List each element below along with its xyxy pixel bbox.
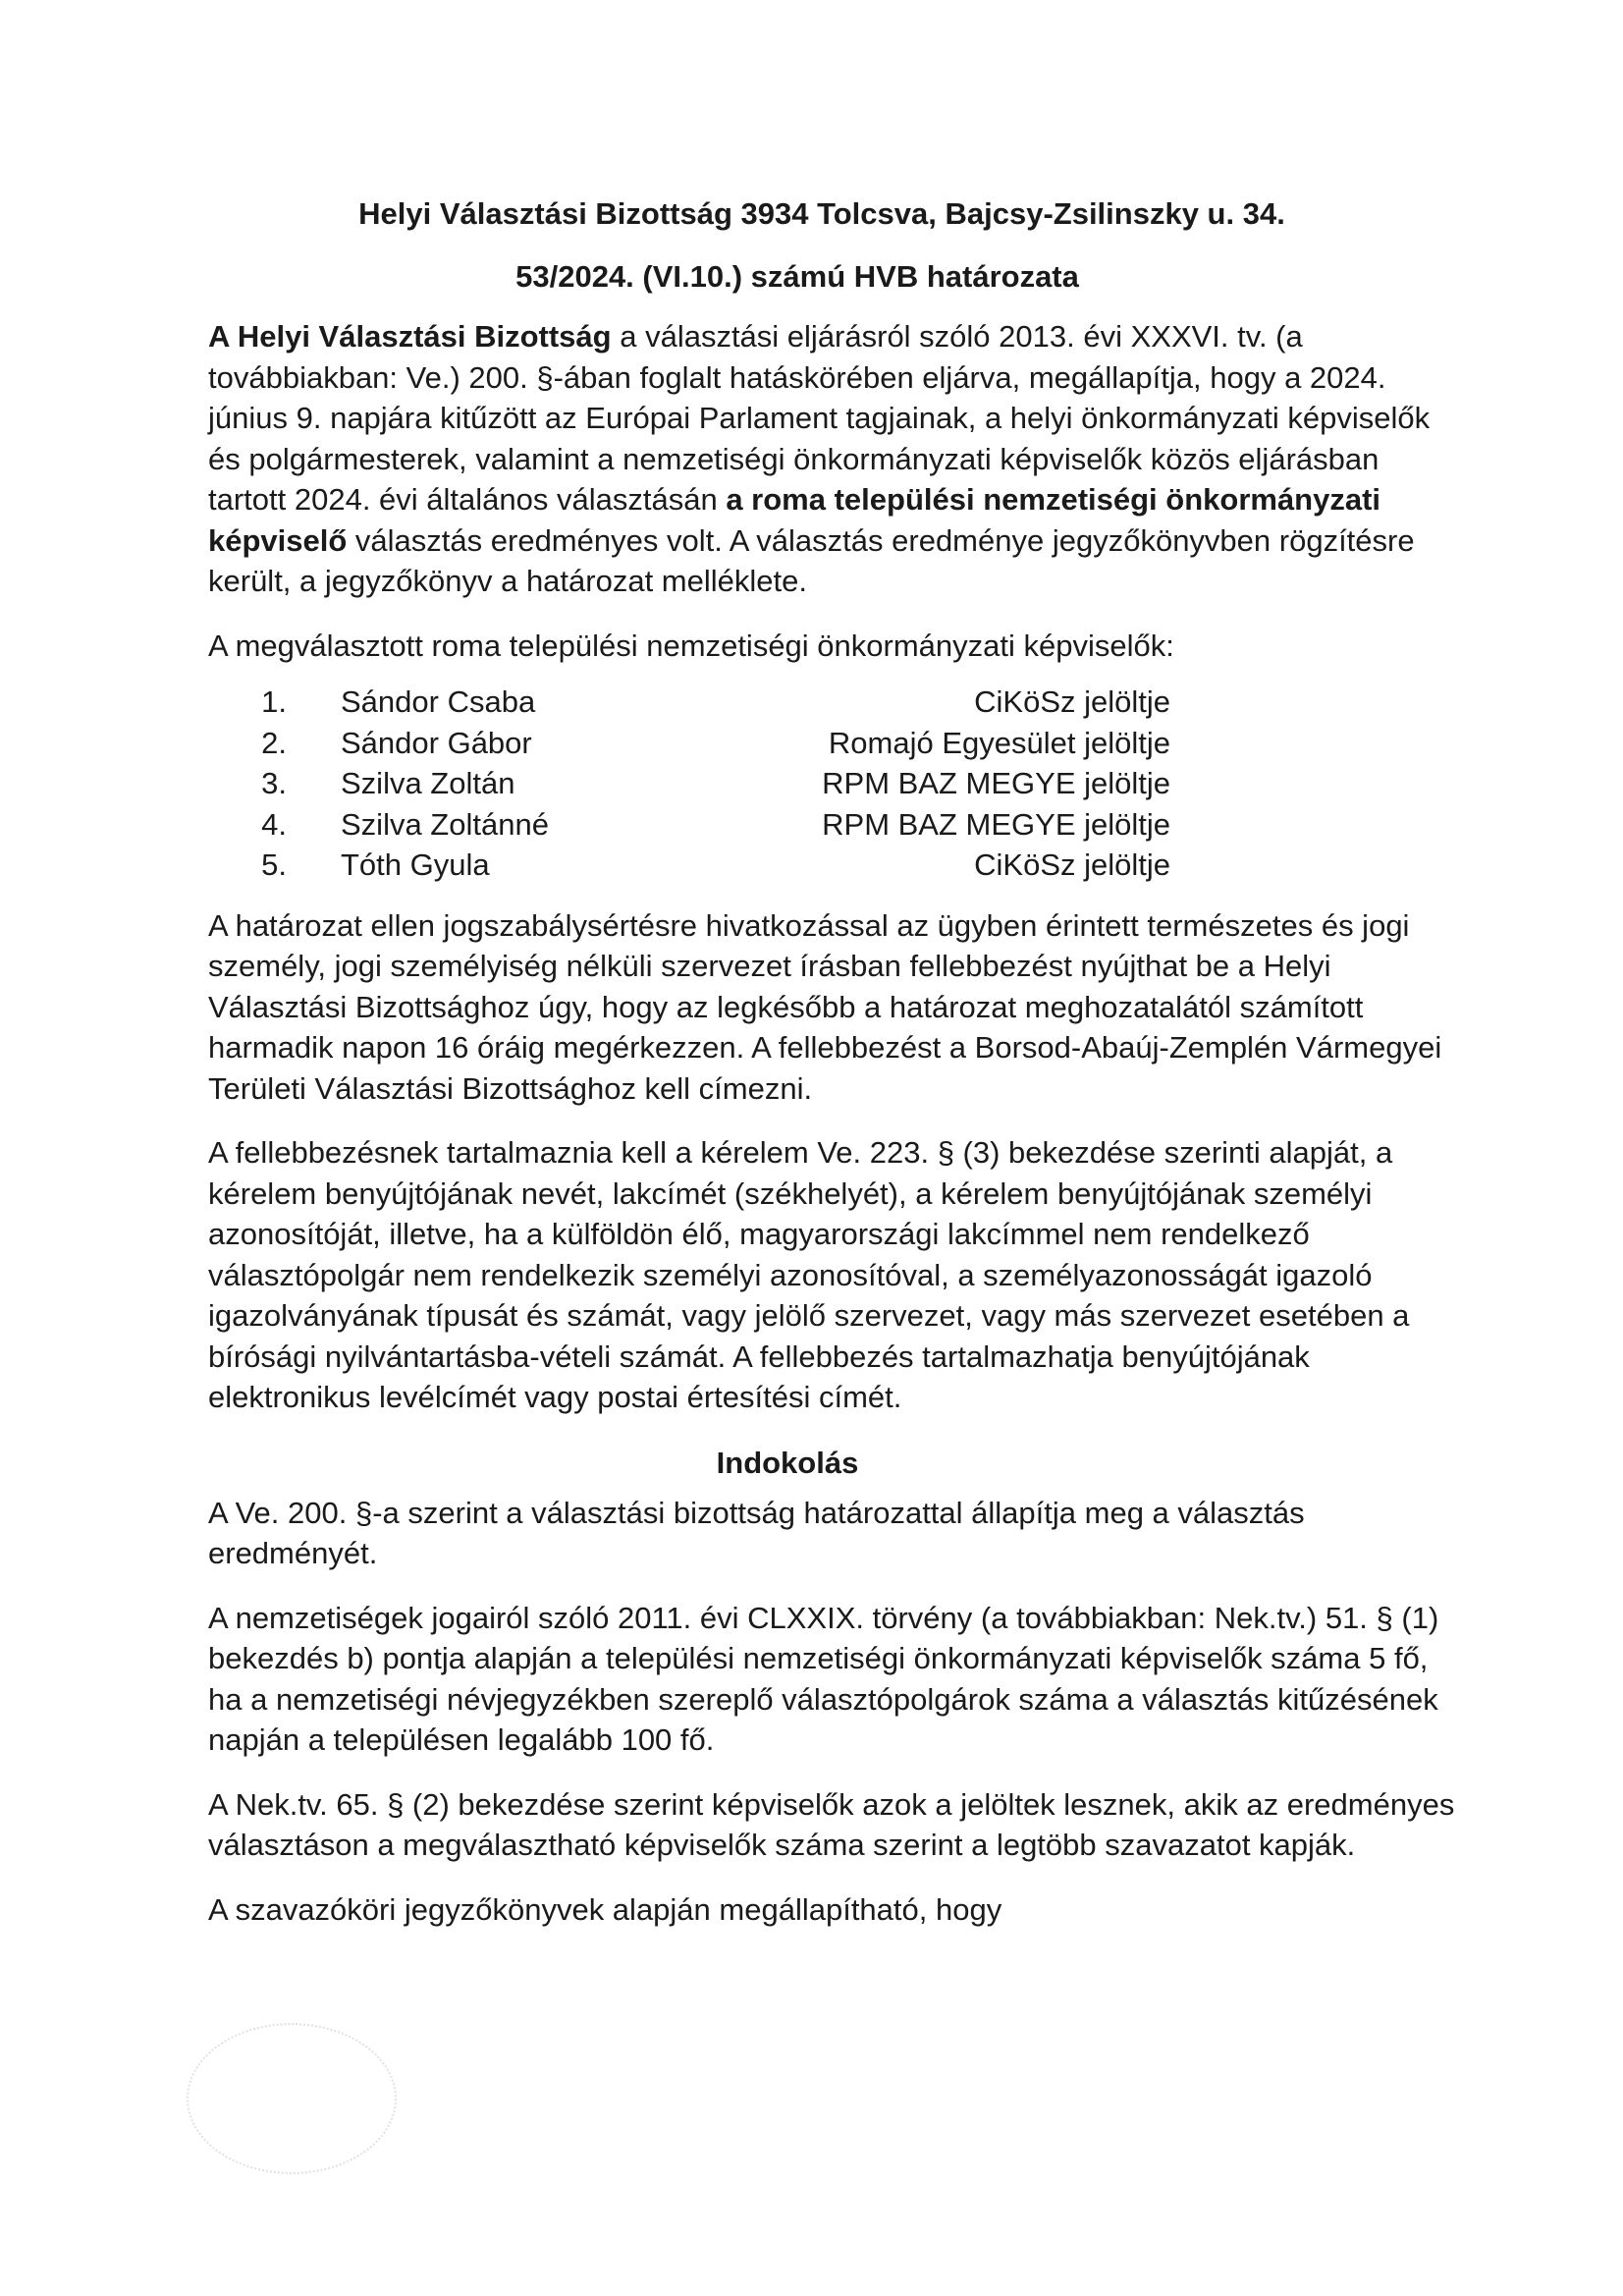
candidate-name: Sándor Gábor bbox=[341, 725, 532, 760]
list-item bbox=[247, 763, 1475, 804]
nominating-org: CiKöSz jelöltje bbox=[974, 684, 1170, 719]
candidate-name: Szilva Zoltánné bbox=[341, 806, 549, 842]
list-item bbox=[247, 845, 1475, 886]
item-number: 4. bbox=[261, 806, 287, 842]
elected-list bbox=[247, 682, 1475, 886]
appeal-content-paragraph: A fellebbezésnek tartalmaznia kell a kérelem Ve. 223. § (3) bekezdése szerinti alapját, a kérelem benyújtójának nevét, lakcímét (székhelyét), a kérelem benyújtójának személyi azonosítóját, illetve, ha a külföldön élő, magyarországi lakcímmel nem rendelkező választópolgár nem rendelkezik személyi azonosítóval, a személyazonosságát igazoló igazolványának típusát és számát, vagy jelölő szervezet, vagy más szervezet esetében a bírósági nyilvántartásba-vételi számát. A fellebbezés tartalmazhatja benyújtójának elektronikus levélcímét vagy postai értesítési címét. bbox=[208, 1135, 1410, 1414]
item-number: 3. bbox=[261, 766, 287, 800]
faded-stamp bbox=[187, 2023, 397, 2174]
issuer-heading: Helyi Választási Bizottság 3934 Tolcsva, Bajcsy-Zsilinszky u. 34. bbox=[358, 196, 1285, 231]
item-number: 5. bbox=[261, 847, 287, 882]
reasoning-title: Indokolás bbox=[716, 1445, 859, 1480]
intro-bold-start: A Helyi Választási Bizottság bbox=[208, 319, 612, 354]
list-item bbox=[247, 804, 1475, 846]
reasoning-paragraph: A Ve. 200. §-a szerint a választási bizottság határozattal állapítja meg a választás eredményét. bbox=[208, 1495, 1305, 1570]
intro-text-2: választás eredményes volt. A választás eredménye jegyzőkönyvben rögzítésre került, a jegyzőkönyv a határozat melléklete. bbox=[208, 522, 1415, 598]
resolution-number: 53/2024. (VI.10.) számú HVB határozata bbox=[515, 259, 1079, 294]
intro-paragraph bbox=[208, 316, 1455, 602]
candidate-name: Tóth Gyula bbox=[341, 847, 490, 882]
item-number: 1. bbox=[261, 684, 287, 719]
list-item bbox=[247, 682, 1475, 723]
appeal-paragraph: A határozat ellen jogszabálysértésre hivatkozással az ügyben érintett természetes és jogi személy, jogi személyiség nélküli szervezet írásban fellebbezést nyújthat be a Helyi Választási Bizottsághoz úgy, hogy az legkésőbb a határozat meghozatalától számított harmadik napon 16 óráig megérkezzen. A fellebbezést a Borsod-Abaúj-Zemplén Vármegyei Területi Választási Bizottsághoz kell címezni. bbox=[208, 907, 1442, 1106]
intro-text-1: a választási eljárásról szóló 2013. évi XXXVI. tv. (a továbbiakban: Ve.) 200. §-ában foglalt hatáskörében eljárva, megállapítja, hogy a 2024. június 9. napjára kitűzött az Európai Parlament tagjainak, a helyi önkormányzati képviselők és polgármesterek, valamint a nemzetiségi önkormányzati képviselők közös eljárásban tartott 2024. évi általános választásán bbox=[208, 319, 1431, 517]
nominating-org: Romajó Egyesület jelöltje bbox=[828, 725, 1170, 760]
document-page bbox=[208, 194, 1475, 1930]
list-item bbox=[247, 723, 1475, 764]
nominating-org: RPM BAZ MEGYE jelöltje bbox=[822, 766, 1170, 800]
elected-heading: A megválasztott roma települési nemzetiségi önkormányzati képviselők: bbox=[208, 628, 1174, 663]
candidate-name: Sándor Csaba bbox=[341, 684, 536, 719]
nominating-org: CiKöSz jelöltje bbox=[974, 847, 1170, 882]
reasoning-paragraph: A Nek.tv. 65. § (2) bekezdése szerint képviselők azok a jelöltek lesznek, akik az eredményes választáson a megválasztható képviselők száma szerint a legtöbb szavazatot kapják. bbox=[208, 1786, 1455, 1862]
reasoning-paragraph: A szavazóköri jegyzőkönyvek alapján megállapítható, hogy bbox=[208, 1891, 1002, 1927]
candidate-name: Szilva Zoltán bbox=[341, 766, 515, 800]
nominating-org: RPM BAZ MEGYE jelöltje bbox=[822, 806, 1170, 842]
item-number: 2. bbox=[261, 725, 287, 760]
intro-bold-mid: a roma települési nemzetiségi önkormányzati képviselő bbox=[208, 482, 1381, 558]
reasoning-paragraph: A nemzetiségek jogairól szóló 2011. évi CLXXIX. törvény (a továbbiakban: Nek.tv.) 51. § (1) bekezdés b) pontja alapján a települési nemzetiségi önkormányzati képviselők száma 5 fő, ha a nemzetiségi névjegyzékben szereplő választópolgárok száma a választás kitűzésének napján a településen legalább 100 fő. bbox=[208, 1600, 1439, 1757]
